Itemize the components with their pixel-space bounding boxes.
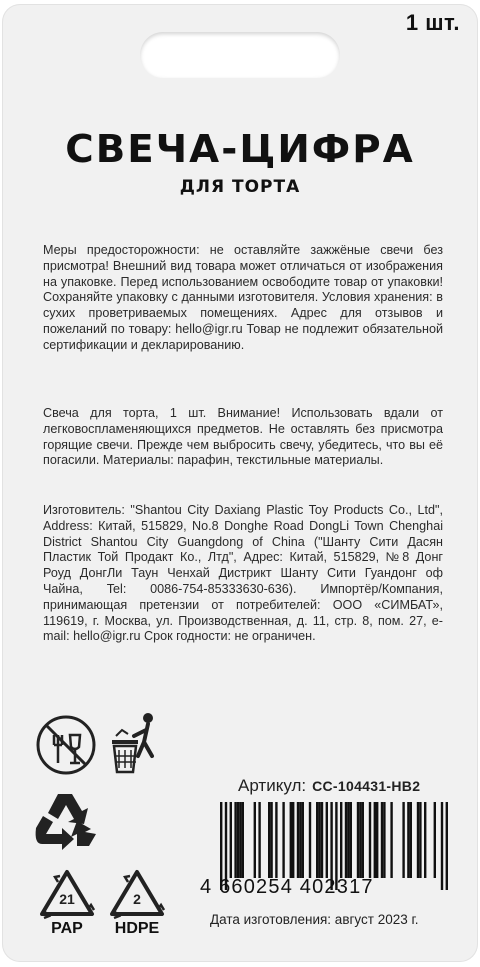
manufacture-date: Дата изготовления: август 2023 г. <box>210 912 419 927</box>
manufacturer-text <box>43 503 443 645</box>
dispose-in-bin-icon <box>104 710 166 776</box>
warning-text <box>43 406 443 469</box>
barcode-bar <box>434 802 436 878</box>
barcode-bar <box>446 802 448 890</box>
hang-hole <box>140 32 340 78</box>
recycle-code-number: 2 <box>133 891 141 907</box>
barcode-bar <box>410 802 412 878</box>
quantity-label: 1 шт. <box>405 10 460 35</box>
barcode-bar <box>316 802 318 878</box>
barcode-bar <box>239 802 241 878</box>
barcode-bar <box>275 802 277 878</box>
product-subtitle: ДЛЯ ТОРТА <box>179 177 301 197</box>
recycle-code-number: 21 <box>59 891 75 907</box>
barcode-bar <box>362 802 364 878</box>
barcode-bar <box>299 802 301 878</box>
safety-text <box>43 243 443 354</box>
barcode-bar <box>424 802 426 878</box>
barcode-bar <box>345 802 347 878</box>
barcode-bar <box>290 802 292 878</box>
article-label: Артикул: <box>238 776 307 795</box>
barcode-bar <box>242 802 244 878</box>
barcode-bar <box>350 802 352 878</box>
barcode-bar <box>282 802 284 878</box>
barcode-bar <box>230 802 232 878</box>
barcode-bar <box>359 802 361 878</box>
barcode-bar <box>381 802 383 878</box>
barcode-bar <box>417 802 419 878</box>
barcode-bar <box>402 802 404 878</box>
barcode-bar <box>419 802 421 878</box>
article-code: CC-104431-HB2 <box>312 778 421 794</box>
barcode-bar <box>390 802 392 878</box>
recycle-label: HDPE <box>114 920 160 937</box>
barcode-bar <box>292 802 294 878</box>
recycle-label: PAP <box>51 920 83 937</box>
barcode-bar <box>347 802 349 878</box>
barcode-bar <box>376 802 378 878</box>
article-number <box>238 776 420 796</box>
product-title: СВЕЧА-ЦИФРА <box>65 127 415 171</box>
barcode-bar <box>357 802 359 878</box>
barcode-bar <box>374 802 376 878</box>
barcode-bar <box>383 802 385 878</box>
barcode-bar <box>234 802 236 878</box>
barcode-bar <box>369 802 371 878</box>
barcode-bar <box>268 802 270 878</box>
barcode-bar <box>309 802 311 878</box>
paragraph: Свеча для торта, 1 шт. Внимание! Использовать вдали от легковоспламеняющихся предметов. Не оставлять без присмотра горящие свечи. Прежде чем выбросить свечу, убедитесь, что вы её погасили. Материалы: парафин, текстильные материалы. <box>43 406 443 468</box>
barcode-bar <box>340 802 342 878</box>
barcode-bar <box>270 802 272 878</box>
barcode-bar <box>441 802 443 890</box>
barcode-bar <box>318 802 320 878</box>
barcode-number: 4 660254 402317 <box>200 876 374 898</box>
paragraph: Изготовитель: "Shantou City Daxiang Plastic Toy Products Co., Ltd", Address: Китай, 515829, No.8 Donghe Road DongLi Town Chenghai District Shantou City Guangdong of China ("Шанту Сити Дасян Пластик Той Продакт Ко., Лтд", Адрес: Китай, 515829, №8 Донг Роуд ДонгЛи Таун Ченхай Дистрикт Шанту Сити Гуандонг оф Чайна, Tel: 0086-754-85333630-636). Импортёр/Компания, принимающая претензии от потребителей: ООО «СИМБАТ», 119619, г. Москва, ул. Производственная, д. 11, стр. 8, пом. 27, e-mail: hello@igr.ru Срок годности: не ограничен. <box>43 503 443 644</box>
recycle-pap-icon <box>38 868 96 920</box>
barcode-bar <box>237 802 239 878</box>
barcode-bar <box>326 802 328 878</box>
recycle-hdpe-icon <box>108 868 166 920</box>
not-food-contact-icon <box>34 713 98 777</box>
barcode-bar <box>321 802 323 878</box>
recycle-icon <box>32 790 100 854</box>
paragraph: Меры предосторожности: не оставляйте зажжёные свечи без присмотра! Внешний вид товара может отличаться от изображения на упаковке. Перед использованием освободите товар от упаковки! Сохраняйте упаковку с данными изготовителя. Условия хранения: в сухих проветриваемых помещениях. Адрес для отзывов и пожеланий по товару: hello@igr.ru Товар не подлежит обязательной сертификации и декларированию. <box>43 243 443 352</box>
barcode-bar <box>258 802 260 878</box>
barcode-bar <box>302 802 304 878</box>
barcode-bar <box>407 802 409 878</box>
barcode-bar <box>297 802 299 878</box>
barcode-bar <box>254 802 256 878</box>
